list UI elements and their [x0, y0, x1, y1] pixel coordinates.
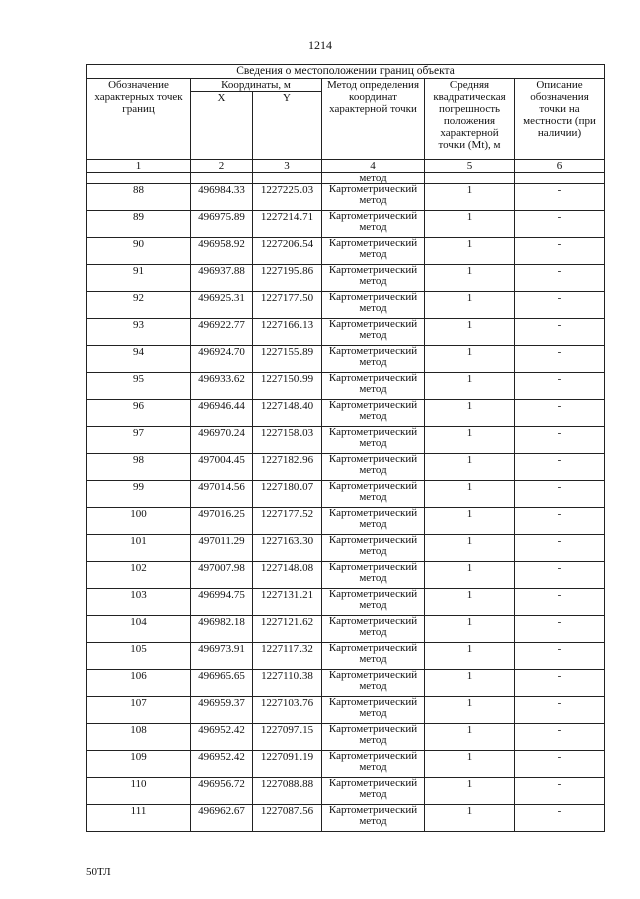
- x-coordinate-cell: 496952.42: [191, 724, 253, 751]
- error-cell: 1: [425, 319, 515, 346]
- error-cell: 1: [425, 481, 515, 508]
- description-cell: -: [515, 805, 605, 832]
- method-line-2: метод: [359, 302, 387, 314]
- description-cell: -: [515, 589, 605, 616]
- method-cell: [322, 616, 425, 643]
- continuation-method: метод: [322, 173, 425, 184]
- error-cell: 1: [425, 454, 515, 481]
- method-cell: [322, 697, 425, 724]
- method-line-1: Картометрический: [328, 696, 418, 708]
- x-coordinate-cell: 497007.98: [191, 562, 253, 589]
- point-id-cell: 105: [87, 643, 191, 670]
- header-x: X: [191, 92, 253, 160]
- description-cell: -: [515, 697, 605, 724]
- method-cell: [322, 238, 425, 265]
- header-error: Средняя квадратическая погрешность положения характерной точки (Mt), м: [425, 79, 515, 160]
- column-number-4: 4: [322, 160, 425, 173]
- x-coordinate-cell: 496994.75: [191, 589, 253, 616]
- method-line-1: Картометрический: [328, 804, 418, 816]
- point-id-cell: 107: [87, 697, 191, 724]
- table-row: [87, 427, 605, 454]
- x-coordinate-cell: 496937.88: [191, 265, 253, 292]
- error-cell: 1: [425, 535, 515, 562]
- method-cell: [322, 805, 425, 832]
- header-designation: Обозначение характерных точек границ: [87, 79, 191, 160]
- description-cell: -: [515, 265, 605, 292]
- method-line-1: Картометрический: [328, 534, 418, 546]
- table-row: [87, 346, 605, 373]
- x-coordinate-cell: 496962.67: [191, 805, 253, 832]
- y-coordinate-cell: 1227088.88: [253, 778, 322, 805]
- point-id-cell: 111: [87, 805, 191, 832]
- error-cell: 1: [425, 751, 515, 778]
- continuation-row: [87, 173, 605, 184]
- description-cell: -: [515, 616, 605, 643]
- method-line-1: Картометрический: [328, 507, 418, 519]
- table-row: [87, 211, 605, 238]
- description-cell: -: [515, 454, 605, 481]
- y-coordinate-cell: 1227166.13: [253, 319, 322, 346]
- point-id-cell: 93: [87, 319, 191, 346]
- point-id-cell: 108: [87, 724, 191, 751]
- error-cell: 1: [425, 697, 515, 724]
- method-cell: [322, 427, 425, 454]
- method-line-2: метод: [359, 275, 387, 287]
- boundary-coordinates-table: [86, 64, 605, 832]
- method-line-1: Картометрический: [328, 210, 418, 222]
- description-cell: -: [515, 724, 605, 751]
- error-cell: 1: [425, 724, 515, 751]
- method-line-1: Картометрический: [328, 372, 418, 384]
- method-line-2: метод: [359, 383, 387, 395]
- table-row: [87, 724, 605, 751]
- method-line-1: Картометрический: [328, 291, 418, 303]
- x-coordinate-cell: 496970.24: [191, 427, 253, 454]
- point-id-cell: 89: [87, 211, 191, 238]
- description-cell: -: [515, 481, 605, 508]
- y-coordinate-cell: 1227087.56: [253, 805, 322, 832]
- description-cell: -: [515, 778, 605, 805]
- table-row: [87, 535, 605, 562]
- description-cell: -: [515, 535, 605, 562]
- method-line-2: метод: [359, 653, 387, 665]
- description-cell: -: [515, 751, 605, 778]
- method-line-1: Картометрический: [328, 345, 418, 357]
- method-line-1: Картометрический: [328, 642, 418, 654]
- method-line-1: Картометрический: [328, 480, 418, 492]
- y-coordinate-cell: 1227148.08: [253, 562, 322, 589]
- y-coordinate-cell: 1227214.71: [253, 211, 322, 238]
- method-line-1: Картометрический: [328, 723, 418, 735]
- error-cell: 1: [425, 427, 515, 454]
- method-line-2: метод: [359, 626, 387, 638]
- x-coordinate-cell: 497011.29: [191, 535, 253, 562]
- y-coordinate-cell: 1227121.62: [253, 616, 322, 643]
- x-coordinate-cell: 496958.92: [191, 238, 253, 265]
- header-method: Метод определения координат характерной точки: [322, 79, 425, 160]
- table-row: [87, 670, 605, 697]
- point-id-cell: 92: [87, 292, 191, 319]
- method-line-1: Картометрический: [328, 669, 418, 681]
- x-coordinate-cell: 496946.44: [191, 400, 253, 427]
- method-line-2: метод: [359, 761, 387, 773]
- column-number-1: 1: [87, 160, 191, 173]
- method-line-2: метод: [359, 545, 387, 557]
- method-cell: [322, 724, 425, 751]
- method-cell: [322, 211, 425, 238]
- point-id-cell: 110: [87, 778, 191, 805]
- y-coordinate-cell: 1227155.89: [253, 346, 322, 373]
- point-id-cell: 90: [87, 238, 191, 265]
- table-row: [87, 238, 605, 265]
- point-id-cell: 100: [87, 508, 191, 535]
- y-coordinate-cell: 1227150.99: [253, 373, 322, 400]
- description-cell: -: [515, 292, 605, 319]
- method-line-1: Картометрический: [328, 318, 418, 330]
- method-line-2: метод: [359, 680, 387, 692]
- method-line-2: метод: [359, 248, 387, 260]
- footer-code: 50ТЛ: [86, 866, 111, 878]
- description-cell: -: [515, 211, 605, 238]
- method-line-2: метод: [359, 410, 387, 422]
- method-line-2: метод: [359, 437, 387, 449]
- method-cell: [322, 454, 425, 481]
- table-row: [87, 400, 605, 427]
- error-cell: 1: [425, 805, 515, 832]
- y-coordinate-cell: 1227117.32: [253, 643, 322, 670]
- description-cell: -: [515, 346, 605, 373]
- table-row: [87, 319, 605, 346]
- table-row: [87, 751, 605, 778]
- method-line-2: метод: [359, 329, 387, 341]
- column-number-5: 5: [425, 160, 515, 173]
- x-coordinate-cell: 496924.70: [191, 346, 253, 373]
- table-row: [87, 373, 605, 400]
- method-line-1: Картометрический: [328, 750, 418, 762]
- x-coordinate-cell: 496982.18: [191, 616, 253, 643]
- y-coordinate-cell: 1227177.52: [253, 508, 322, 535]
- error-cell: 1: [425, 346, 515, 373]
- x-coordinate-cell: 496922.77: [191, 319, 253, 346]
- x-coordinate-cell: 497016.25: [191, 508, 253, 535]
- point-id-cell: 101: [87, 535, 191, 562]
- y-coordinate-cell: 1227225.03: [253, 184, 322, 211]
- point-id-cell: 97: [87, 427, 191, 454]
- method-cell: [322, 265, 425, 292]
- y-coordinate-cell: 1227195.86: [253, 265, 322, 292]
- table-row: [87, 697, 605, 724]
- x-coordinate-cell: 496975.89: [191, 211, 253, 238]
- table-title: Сведения о местоположении границ объекта: [87, 65, 605, 79]
- method-line-2: метод: [359, 707, 387, 719]
- description-cell: -: [515, 238, 605, 265]
- y-coordinate-cell: 1227206.54: [253, 238, 322, 265]
- table-row: [87, 616, 605, 643]
- method-cell: [322, 292, 425, 319]
- header-y: Y: [253, 92, 322, 160]
- y-coordinate-cell: 1227097.15: [253, 724, 322, 751]
- error-cell: 1: [425, 508, 515, 535]
- method-line-2: метод: [359, 788, 387, 800]
- table-row: [87, 643, 605, 670]
- point-id-cell: 96: [87, 400, 191, 427]
- method-cell: [322, 184, 425, 211]
- method-line-2: метод: [359, 464, 387, 476]
- y-coordinate-cell: 1227182.96: [253, 454, 322, 481]
- x-coordinate-cell: 496933.62: [191, 373, 253, 400]
- method-line-2: метод: [359, 572, 387, 584]
- table-body: [87, 184, 605, 832]
- table-row: [87, 481, 605, 508]
- method-cell: [322, 535, 425, 562]
- method-line-1: Картометрический: [328, 561, 418, 573]
- method-line-1: Картометрический: [328, 588, 418, 600]
- error-cell: 1: [425, 778, 515, 805]
- method-line-2: метод: [359, 194, 387, 206]
- method-line-2: метод: [359, 221, 387, 233]
- method-line-2: метод: [359, 734, 387, 746]
- method-cell: [322, 373, 425, 400]
- point-id-cell: 106: [87, 670, 191, 697]
- table-row: [87, 184, 605, 211]
- method-line-1: Картометрический: [328, 453, 418, 465]
- table-row: [87, 589, 605, 616]
- method-cell: [322, 670, 425, 697]
- description-cell: -: [515, 400, 605, 427]
- error-cell: 1: [425, 292, 515, 319]
- header-coordinates: Координаты, м: [191, 79, 322, 92]
- point-id-cell: 94: [87, 346, 191, 373]
- method-line-1: Картометрический: [328, 399, 418, 411]
- description-cell: -: [515, 562, 605, 589]
- x-coordinate-cell: 497014.56: [191, 481, 253, 508]
- column-number-2: 2: [191, 160, 253, 173]
- table-row: [87, 508, 605, 535]
- point-id-cell: 103: [87, 589, 191, 616]
- y-coordinate-cell: 1227091.19: [253, 751, 322, 778]
- x-coordinate-cell: 496925.31: [191, 292, 253, 319]
- error-cell: 1: [425, 670, 515, 697]
- x-coordinate-cell: 496959.37: [191, 697, 253, 724]
- method-cell: [322, 346, 425, 373]
- point-id-cell: 88: [87, 184, 191, 211]
- y-coordinate-cell: 1227158.03: [253, 427, 322, 454]
- method-line-1: Картометрический: [328, 264, 418, 276]
- y-coordinate-cell: 1227103.76: [253, 697, 322, 724]
- point-id-cell: 109: [87, 751, 191, 778]
- method-cell: [322, 778, 425, 805]
- error-cell: 1: [425, 373, 515, 400]
- y-coordinate-cell: 1227131.21: [253, 589, 322, 616]
- point-id-cell: 102: [87, 562, 191, 589]
- method-line-1: Картометрический: [328, 777, 418, 789]
- method-line-1: Картометрический: [328, 183, 418, 195]
- error-cell: 1: [425, 616, 515, 643]
- table-row: [87, 778, 605, 805]
- point-id-cell: 91: [87, 265, 191, 292]
- method-cell: [322, 589, 425, 616]
- error-cell: 1: [425, 643, 515, 670]
- column-number-6: 6: [515, 160, 605, 173]
- error-cell: 1: [425, 184, 515, 211]
- method-line-2: метод: [359, 491, 387, 503]
- method-cell: [322, 400, 425, 427]
- y-coordinate-cell: 1227180.07: [253, 481, 322, 508]
- description-cell: -: [515, 427, 605, 454]
- column-number-3: 3: [253, 160, 322, 173]
- method-cell: [322, 319, 425, 346]
- description-cell: -: [515, 508, 605, 535]
- description-cell: -: [515, 373, 605, 400]
- x-coordinate-cell: 497004.45: [191, 454, 253, 481]
- x-coordinate-cell: 496952.42: [191, 751, 253, 778]
- error-cell: 1: [425, 400, 515, 427]
- table-row: [87, 265, 605, 292]
- method-cell: [322, 508, 425, 535]
- error-cell: 1: [425, 238, 515, 265]
- description-cell: -: [515, 643, 605, 670]
- description-cell: -: [515, 184, 605, 211]
- point-id-cell: 104: [87, 616, 191, 643]
- x-coordinate-cell: 496965.65: [191, 670, 253, 697]
- method-cell: [322, 751, 425, 778]
- error-cell: 1: [425, 562, 515, 589]
- error-cell: 1: [425, 211, 515, 238]
- method-line-2: метод: [359, 599, 387, 611]
- method-line-1: Картометрический: [328, 615, 418, 627]
- error-cell: 1: [425, 265, 515, 292]
- table-row: [87, 562, 605, 589]
- y-coordinate-cell: 1227163.30: [253, 535, 322, 562]
- point-id-cell: 99: [87, 481, 191, 508]
- method-line-2: метод: [359, 815, 387, 827]
- method-line-2: метод: [359, 518, 387, 530]
- method-cell: [322, 562, 425, 589]
- y-coordinate-cell: 1227110.38: [253, 670, 322, 697]
- table-row: [87, 454, 605, 481]
- point-id-cell: 98: [87, 454, 191, 481]
- method-line-1: Картометрический: [328, 426, 418, 438]
- method-cell: [322, 481, 425, 508]
- header-description: Описание обозначения точки на местности (при наличии): [515, 79, 605, 160]
- description-cell: -: [515, 319, 605, 346]
- description-cell: -: [515, 670, 605, 697]
- point-id-cell: 95: [87, 373, 191, 400]
- method-line-1: Картометрический: [328, 237, 418, 249]
- x-coordinate-cell: 496956.72: [191, 778, 253, 805]
- method-cell: [322, 643, 425, 670]
- y-coordinate-cell: 1227177.50: [253, 292, 322, 319]
- table-row: [87, 292, 605, 319]
- error-cell: 1: [425, 589, 515, 616]
- x-coordinate-cell: 496973.91: [191, 643, 253, 670]
- method-line-2: метод: [359, 356, 387, 368]
- table-row: [87, 805, 605, 832]
- page-number: 1214: [308, 38, 332, 52]
- y-coordinate-cell: 1227148.40: [253, 400, 322, 427]
- x-coordinate-cell: 496984.33: [191, 184, 253, 211]
